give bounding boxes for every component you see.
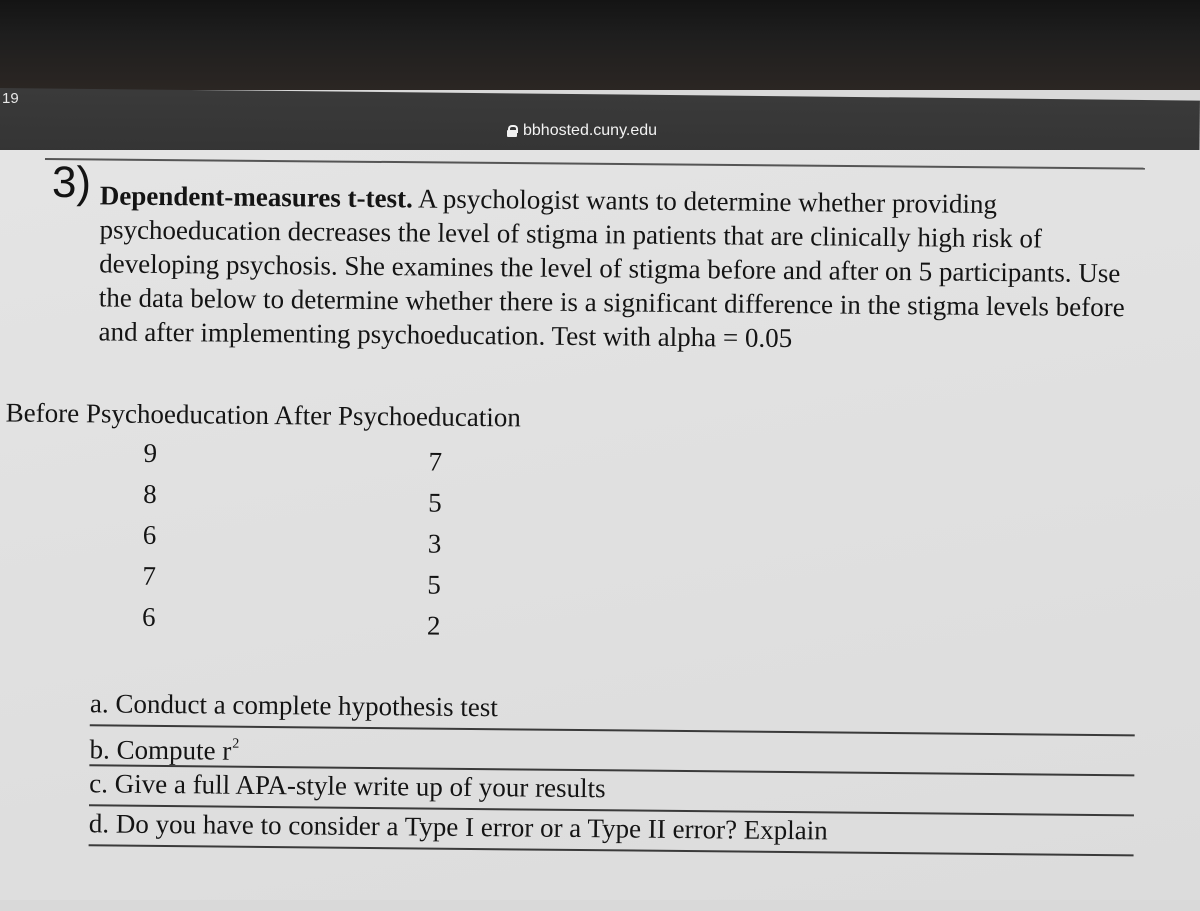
question-number: 3) (51, 157, 92, 208)
header-after: After Psychoeducation (274, 400, 522, 433)
after-column (419, 441, 451, 646)
after-value: 5 (427, 569, 442, 600)
before-value: 6 (141, 601, 156, 632)
task-item-c: c. Give a full APA-style write up of your results (89, 766, 1134, 816)
before-value: 6 (142, 519, 157, 550)
question-body: A psychologist wants to determine whether providing psychoeducation decreases the level of stigma in patients that are clinically high risk of developing psychosis. She examines the level of stigma before and after on 5 participants. Use the data below to determine whether there is a significant difference in the stigma levels before and after implementing psychoeducation. Test with alpha = 0.05 (98, 183, 1125, 354)
before-value: 9 (143, 437, 158, 468)
after-value: 7 (428, 446, 443, 477)
after-value: 3 (427, 528, 442, 559)
task-list (89, 686, 1135, 856)
header-before: Before Psychoeducation (5, 397, 270, 431)
after-value: 5 (428, 487, 442, 518)
after-value: 2 (426, 610, 441, 641)
question-text (98, 178, 1130, 358)
before-value: 8 (143, 478, 157, 509)
task-item-a: a. Conduct a complete hypothesis test (90, 686, 1135, 736)
exponent: 2 (232, 736, 240, 752)
before-column (134, 433, 166, 638)
data-table-header (6, 397, 521, 433)
question-title: Dependent-measures t-test. (99, 180, 413, 214)
status-time: 19 (2, 90, 19, 107)
task-item-b-text: b. Compute r (89, 734, 232, 766)
url-text: bbhosted.cuny.edu (523, 122, 658, 139)
task-item-d: d. Do you have to consider a Type I error or a Type II error? Explain (89, 806, 1134, 856)
before-value: 7 (142, 560, 157, 591)
